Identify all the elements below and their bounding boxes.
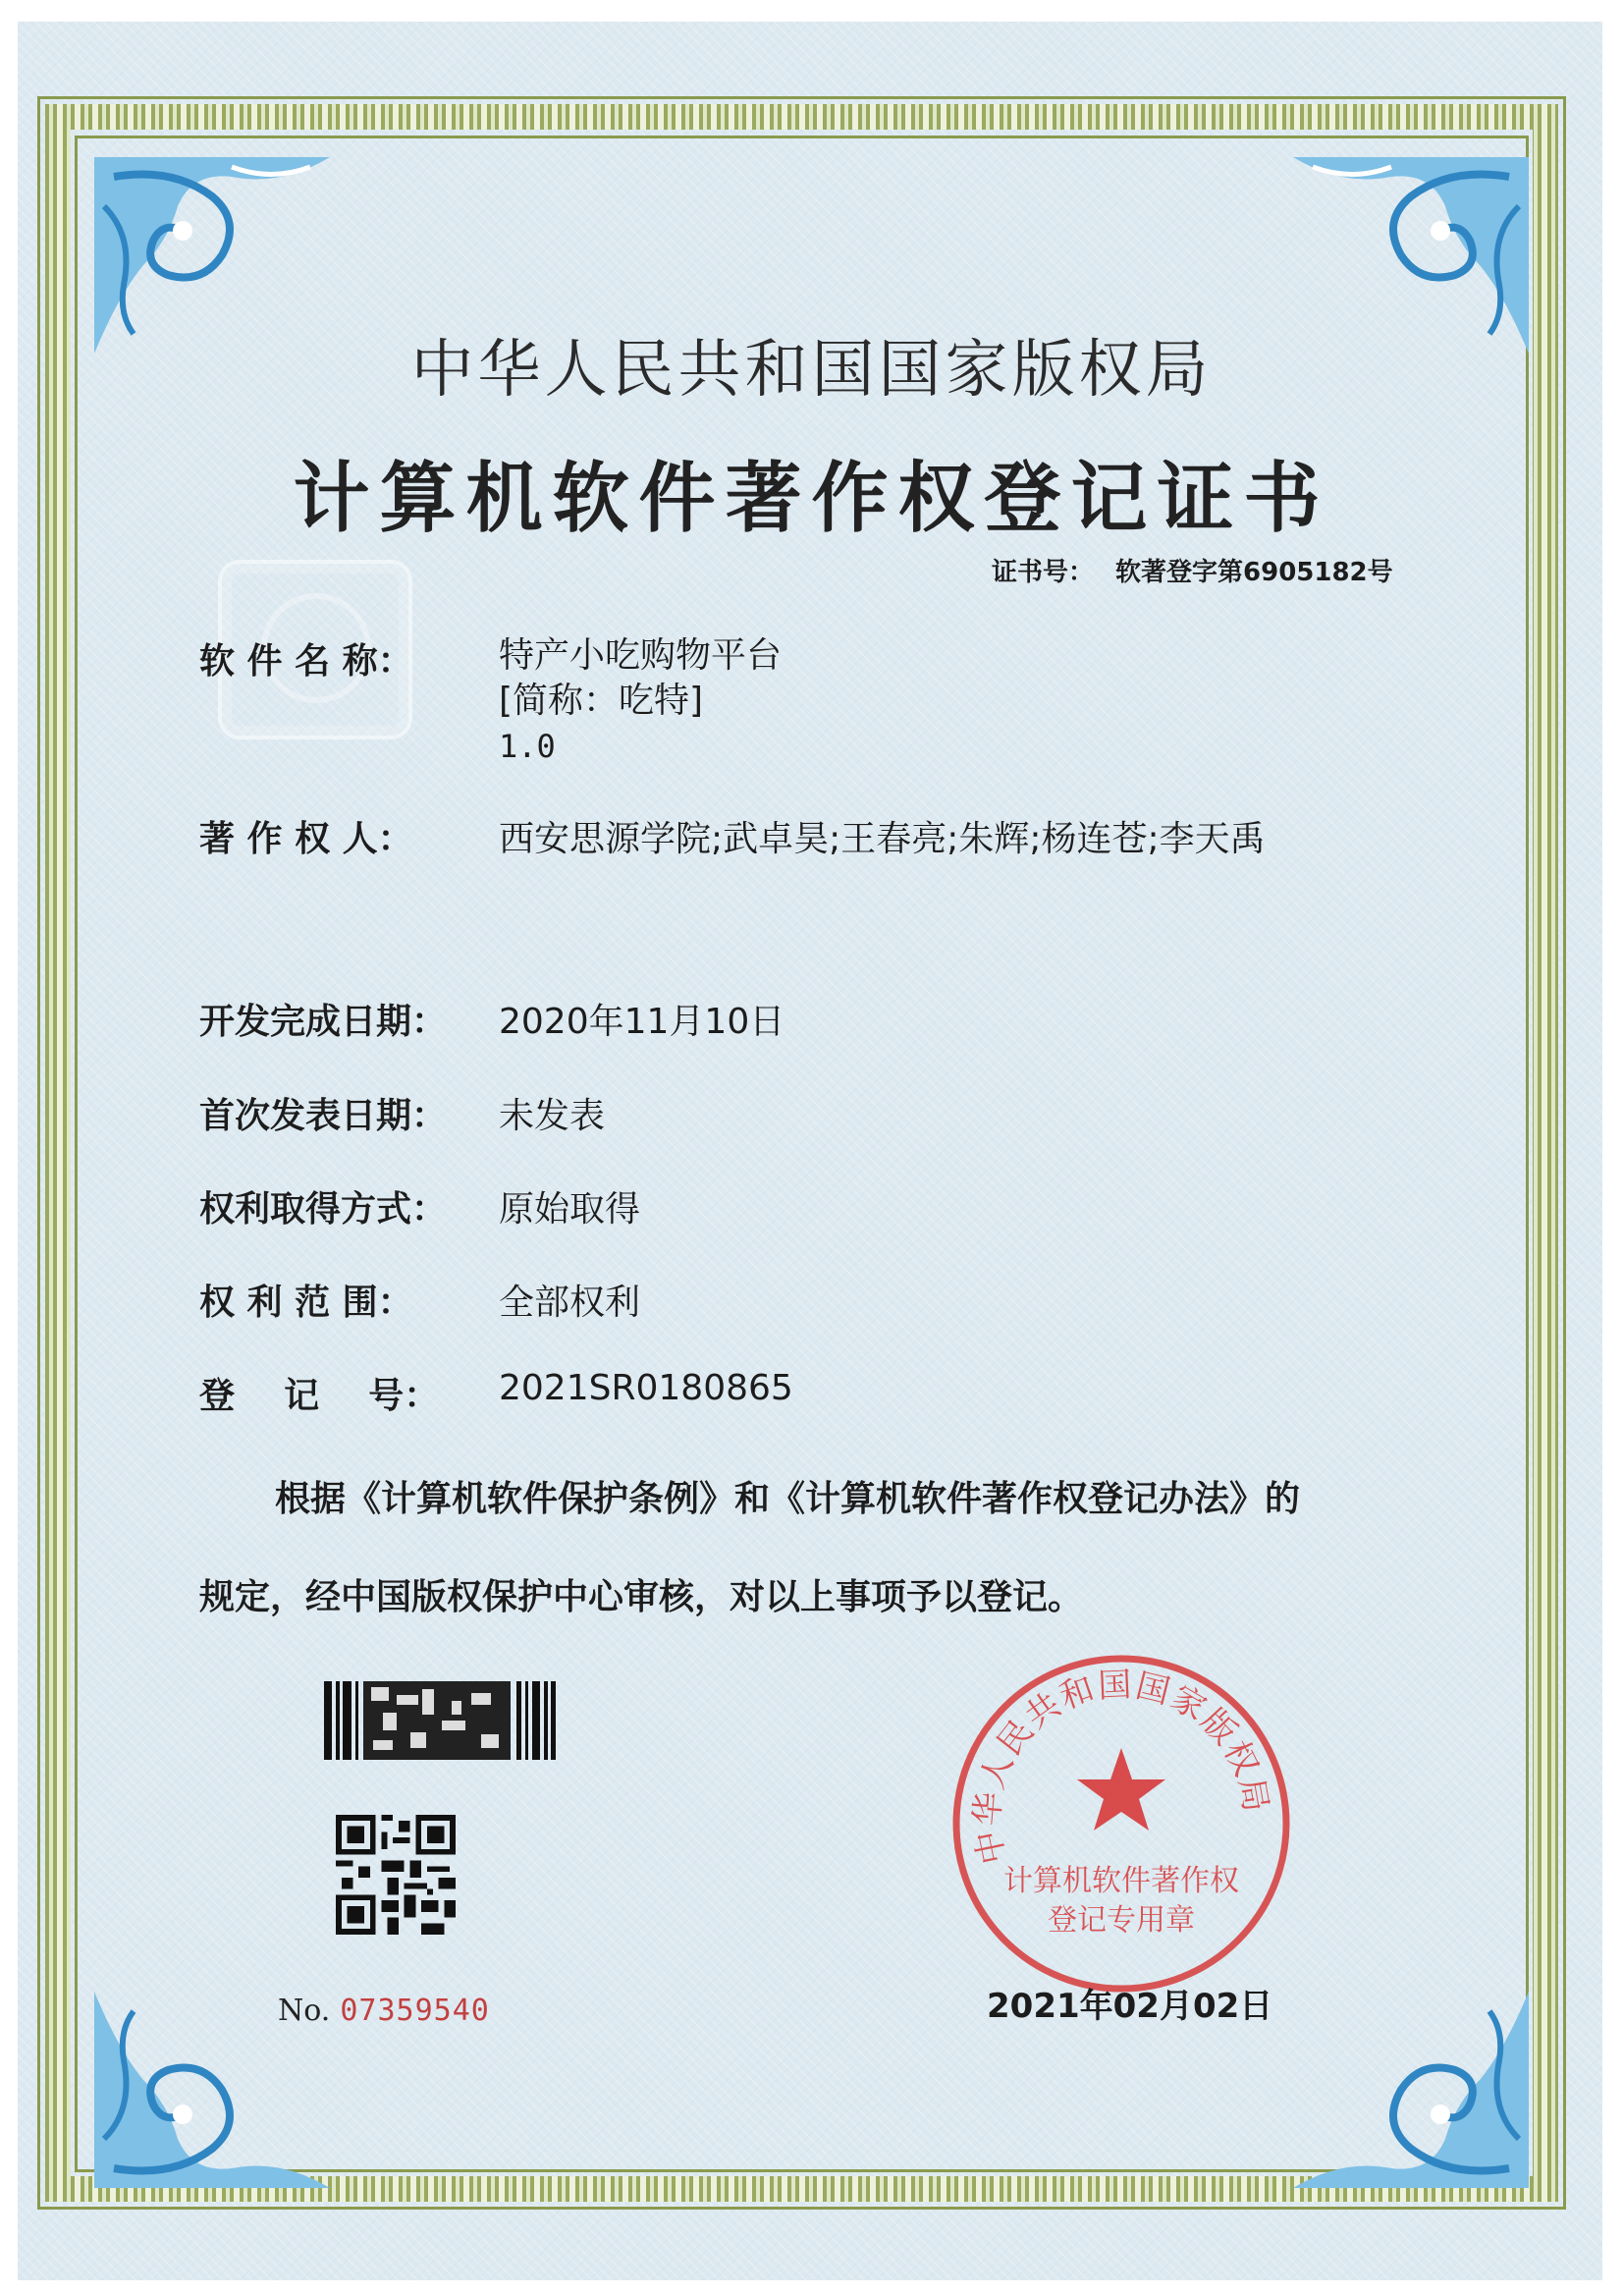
software-abbr: [简称：吃特]	[499, 681, 704, 721]
scope-value: 全部权利	[499, 1283, 641, 1323]
scope-label: 权 利 范 围：	[199, 1283, 413, 1323]
acq-label: 权利取得方式：	[199, 1189, 448, 1230]
owner-label: 著 作 权 人：	[199, 819, 413, 859]
cert-no-value: 软著登字第6905182号	[1115, 558, 1393, 587]
qr-code-image	[336, 1815, 456, 1935]
owner-value: 西安思源学院;武卓昊;王春亮;朱辉;杨连苍;李天禹	[499, 819, 1266, 859]
cert-no-label: 证书号：	[992, 558, 1095, 587]
acq-value: 原始取得	[499, 1189, 641, 1230]
svg-text:中华人民共和国国家版权局: 中华人民共和国国家版权局	[967, 1665, 1276, 1868]
statement-line-1: 根据《计算机软件保护条例》和《计算机软件著作权登记办法》的	[275, 1479, 1301, 1519]
reg-value: 2021SR0180865	[499, 1368, 793, 1408]
software-name-value	[499, 633, 782, 769]
serial-value: 07359540	[340, 1994, 490, 2028]
software-name: 特产小吃购物平台	[499, 635, 783, 676]
issuer-title: 中华人民共和国国家版权局	[410, 334, 1213, 407]
serial-label: No.	[278, 1994, 331, 2028]
svg-text:登记专用章: 登记专用章	[1048, 1903, 1195, 1938]
publish-value: 未发表	[499, 1096, 606, 1136]
official-seal	[947, 1650, 1296, 1998]
svg-text:计算机软件著作权: 计算机软件著作权	[1003, 1864, 1239, 1898]
software-name-label: 软 件 名 称：	[199, 641, 413, 682]
certificate-title: 计算机软件著作权登记证书	[293, 455, 1330, 543]
reg-label: 登 记 号：	[199, 1376, 440, 1416]
dev-date-value: 2020年11月10日	[499, 1002, 785, 1042]
barcode-image	[324, 1681, 556, 1760]
serial-number	[278, 1994, 490, 2028]
software-version: 1.0	[499, 728, 556, 765]
publish-label: 首次发表日期：	[199, 1096, 448, 1136]
statement-line-2: 规定，经中国版权保护中心审核，对以上事项予以登记。	[199, 1577, 1084, 1617]
certificate-number	[992, 552, 1393, 588]
dev-date-label: 开发完成日期：	[199, 1002, 448, 1042]
corner-ornament-bottom-right	[1283, 1982, 1539, 2198]
issue-date: 2021年02月02日	[987, 1987, 1273, 2026]
